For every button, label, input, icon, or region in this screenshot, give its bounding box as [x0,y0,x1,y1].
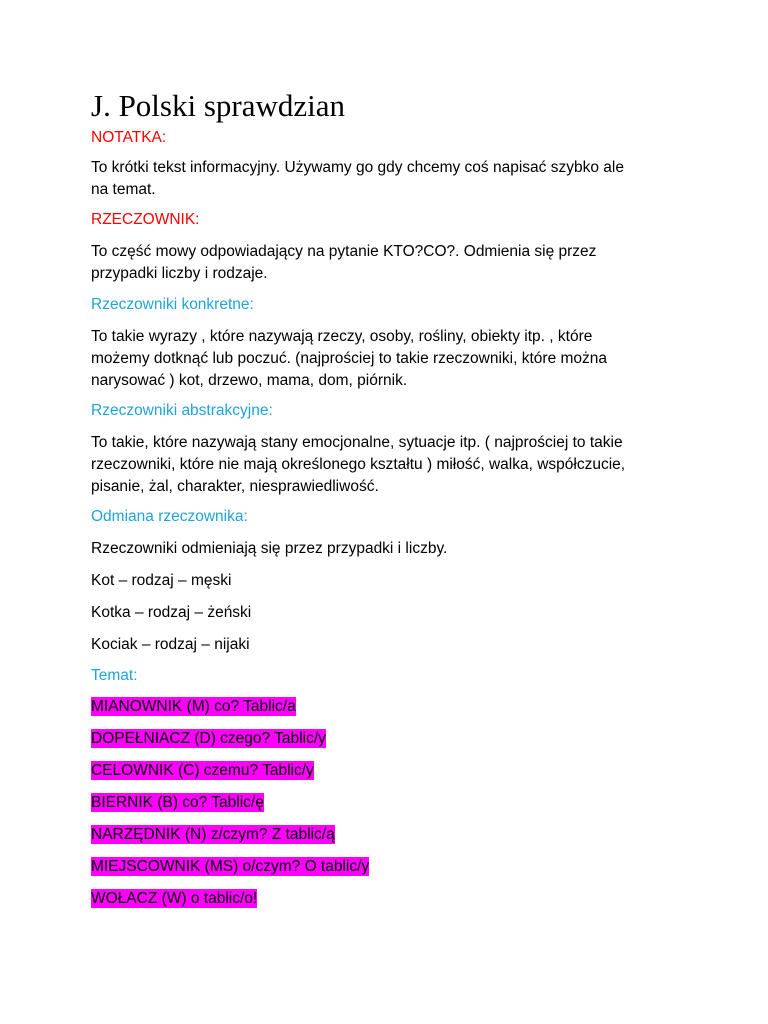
case-row [91,760,691,782]
case-row [91,824,691,846]
notatka-heading: NOTATKA: [91,129,167,146]
case-miejscownik: MIEJSCOWNIK (MS) o/czym? O tablic/y [91,858,370,875]
odmiana-example-2: Kotka – rodzaj – żeński [91,604,252,621]
konkretne-line-1: To takie wyrazy , które nazywają rzeczy, osoby, rośliny, obiekty itp. , które [91,328,593,345]
case-mianownik: MIANOWNIK (M) co? Tablic/a [91,698,296,715]
konkretne-paragraph [91,326,691,392]
odmiana-intro [91,538,691,560]
document-title: J. Polski sprawdzian [91,88,346,123]
notatka-line-1: To krótki tekst informacyjny. Używamy go gdy chcemy coś napisać szybko ale [91,159,624,176]
case-wolacz: WOŁACZ (W) o tablic/o! [91,890,258,907]
konkretne-heading: Rzeczowniki konkretne: [91,296,254,313]
rzeczownik-line-2: przypadki liczby i rodzaje. [91,265,268,282]
odmiana-example-3: Kociak – rodzaj – nijaki [91,636,250,653]
case-row [91,856,691,878]
odmiana-intro-line: Rzeczowniki odmieniają się przez przypadki i liczby. [91,540,448,557]
case-row [91,888,691,910]
case-narzednik: NARZĘDNIK (N) z/czym? Z tablic/ą [91,826,335,843]
konkretne-line-3: narysować ) kot, drzewo, mama, dom, piórnik. [91,372,408,389]
odmiana-example [91,570,691,592]
case-row [91,728,691,750]
notatka-paragraph [91,157,691,201]
temat-heading: Temat: [91,667,138,684]
odmiana-heading: Odmiana rzeczownika: [91,508,248,525]
abstrakcyjne-paragraph [91,432,691,498]
notatka-line-2: na temat. [91,181,156,198]
case-dopelniacz: DOPEŁNIACZ (D) czego? Tablic/y [91,730,326,747]
abstrakcyjne-line-1: To takie, które nazywają stany emocjonalne, sytuacje itp. ( najprościej to takie [91,434,623,451]
case-row [91,792,691,814]
konkretne-line-2: możemy dotknąć lub poczuć. (najprościej to takie rzeczowniki, które można [91,350,608,367]
abstrakcyjne-heading: Rzeczowniki abstrakcyjne: [91,402,273,419]
rzeczownik-paragraph [91,241,691,285]
document-page [91,88,691,910]
abstrakcyjne-line-2: rzeczowniki, które nie mają określonego kształtu ) miłość, walka, współczucie, [91,456,626,473]
case-celownik: CELOWNIK (C) czemu? Tablic/y [91,762,314,779]
rzeczownik-heading: RZECZOWNIK: [91,211,200,228]
odmiana-example-1: Kot – rodzaj – męski [91,572,232,589]
case-biernik: BIERNIK (B) co? Tablic/ę [91,794,264,811]
abstrakcyjne-line-3: pisanie, żal, charakter, niesprawiedliwość. [91,478,379,495]
odmiana-example [91,634,691,656]
case-row [91,696,691,718]
odmiana-example [91,602,691,624]
rzeczownik-line-1: To część mowy odpowiadający na pytanie KTO?CO?. Odmienia się przez [91,243,597,260]
